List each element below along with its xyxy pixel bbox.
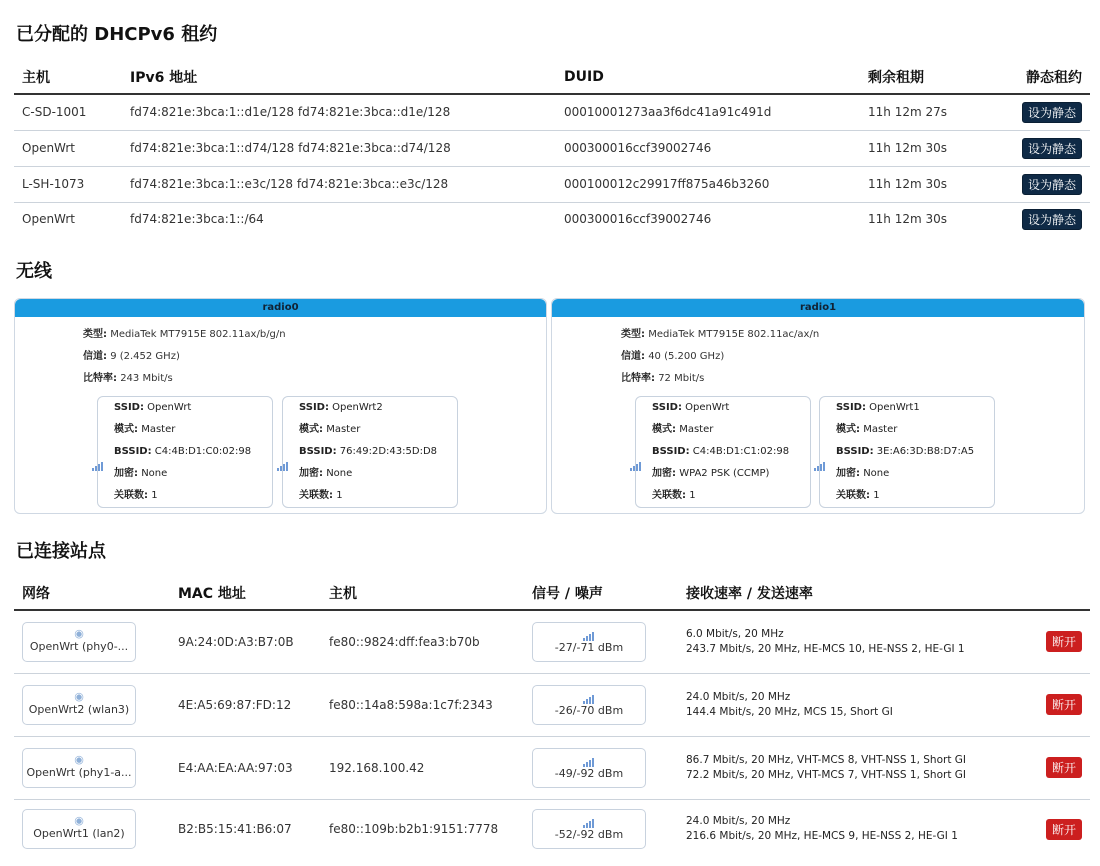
ssid-label: SSID: — [652, 402, 682, 413]
network-badge — [22, 622, 136, 662]
tx-rate: 72.2 Mbit/s, 20 MHz, VHT-MCS 7, VHT-NSS 1, Short GI — [686, 768, 967, 781]
signal-strength-icon — [814, 449, 828, 459]
signal-badge — [532, 622, 646, 662]
signal-badge — [532, 685, 646, 725]
signal-strength-icon — [583, 754, 595, 767]
network-name: OpenWrt (phy0-... — [29, 639, 129, 653]
disconnect-button[interactable]: 断开 — [1046, 757, 1082, 778]
radio-bitrate: 243 Mbit/s — [120, 373, 173, 384]
ssid-label: SSID: — [114, 402, 144, 413]
signal-badge — [532, 809, 646, 849]
set-static-button[interactable]: 设为静态 — [1022, 138, 1082, 159]
signal-strength-icon — [92, 449, 106, 459]
table-row — [14, 673, 1090, 736]
encryption: None — [326, 468, 353, 479]
col-host: 主机 — [329, 585, 357, 602]
mode-label: 模式: — [836, 424, 860, 435]
mode-label: 模式: — [652, 424, 676, 435]
radio-bitrate: 72 Mbit/s — [658, 373, 705, 384]
signal-strength-icon — [277, 449, 291, 459]
table-row — [14, 799, 1090, 859]
disconnect-button[interactable]: 断开 — [1046, 819, 1082, 840]
lease: 11h 12m 30s — [860, 166, 1008, 202]
bssid-label: BSSID: — [836, 446, 874, 457]
assoc-label: 关联数: — [299, 490, 333, 501]
table-row — [14, 736, 1090, 799]
assoc-count: 1 — [336, 490, 343, 501]
tx-rate: 144.4 Mbit/s, 20 MHz, MCS 15, Short GI — [686, 705, 893, 718]
ipv6: fd74:821e:3bca:1::d74/128 fd74:821e:3bca::d74/128 — [122, 130, 556, 166]
host: OpenWrt — [22, 212, 76, 227]
signal-badge — [532, 748, 646, 788]
radio-info — [621, 324, 819, 390]
bssid-label: BSSID: — [652, 446, 690, 457]
wireless-title: 无线 — [16, 261, 52, 282]
network-badge — [22, 685, 136, 725]
encryption: WPA2 PSK (CCMP) — [679, 468, 770, 479]
ssid-card[interactable] — [282, 396, 458, 508]
ssid: OpenWrt1 — [869, 402, 920, 413]
stations-title: 已连接站点 — [16, 541, 106, 562]
bssid: 3E:A6:3D:B8:D7:A5 — [876, 446, 975, 457]
mode-label: 模式: — [114, 424, 138, 435]
table-row — [14, 202, 1090, 236]
network-name: OpenWrt (phy1-a... — [26, 765, 132, 779]
mode: Master — [863, 424, 898, 435]
lease: 11h 12m 30s — [868, 212, 947, 227]
assoc-label: 关联数: — [836, 490, 870, 501]
encryption-label: 加密: — [652, 468, 676, 479]
bssid: C4:4B:D1:C0:02:98 — [154, 446, 252, 457]
duid: 000300016ccf39002746 — [564, 212, 712, 227]
signal-value: -52/-92 dBm — [554, 828, 624, 842]
radio-type: MediaTek MT7915E 802.11ac/ax/n — [648, 329, 820, 340]
ipv6: fd74:821e:3bca:1::d1e/128 fd74:821e:3bca::d1e/128 — [122, 94, 556, 130]
col-signal: 信号 / 噪声 — [532, 585, 603, 602]
ssid: OpenWrt2 — [332, 402, 383, 413]
host: fe80::14a8:598a:1c7f:2343 — [321, 673, 524, 736]
stations-table — [14, 576, 1090, 859]
mac: B2:B5:15:41:B6:07 — [178, 822, 292, 837]
radio-type: MediaTek MT7915E 802.11ax/b/g/n — [110, 329, 286, 340]
set-static-button[interactable]: 设为静态 — [1022, 209, 1082, 230]
signal-strength-icon — [630, 449, 644, 459]
table-row — [14, 166, 1090, 202]
encryption: None — [141, 468, 168, 479]
bssid: 76:49:2D:43:5D:D8 — [339, 446, 438, 457]
radio-info — [83, 324, 286, 390]
assoc-label: 关联数: — [114, 490, 148, 501]
assoc-label: 关联数: — [652, 490, 686, 501]
rx-rate: 6.0 Mbit/s, 20 MHz — [686, 627, 784, 640]
set-static-button[interactable]: 设为静态 — [1022, 102, 1082, 123]
wifi-icon: ◉ — [74, 689, 84, 703]
disconnect-button[interactable]: 断开 — [1046, 694, 1082, 715]
radio-card-0 — [14, 298, 547, 514]
mode: Master — [679, 424, 714, 435]
tx-rate: 216.6 Mbit/s, 20 MHz, HE-MCS 9, HE-NSS 2, HE-GI 1 — [686, 830, 958, 843]
radio-card-1 — [551, 298, 1085, 514]
signal-strength-icon — [583, 628, 595, 641]
col-rates: 接收速率 / 发送速率 — [686, 585, 813, 602]
mode-label: 模式: — [299, 424, 323, 435]
set-static-button[interactable]: 设为静态 — [1022, 174, 1082, 195]
signal-strength-icon — [583, 815, 595, 828]
mac: E4:AA:EA:AA:97:03 — [170, 736, 321, 799]
signal-value: -27/-71 dBm — [554, 640, 624, 654]
signal-value: -26/-70 dBm — [554, 703, 624, 717]
network-name: OpenWrt1 (lan2) — [33, 827, 125, 841]
mode: Master — [326, 424, 361, 435]
ssid-label: SSID: — [299, 402, 329, 413]
wifi-icon: ◉ — [74, 814, 84, 828]
ipv6: fd74:821e:3bca:1::/64 — [130, 212, 264, 227]
disconnect-button[interactable]: 断开 — [1046, 631, 1082, 652]
bssid-label: BSSID: — [114, 446, 152, 457]
host: fe80::9824:dff:fea3:b70b — [321, 610, 524, 673]
col-mac: MAC 地址 — [178, 585, 246, 602]
bitrate-label: 比特率: — [621, 373, 655, 384]
host: OpenWrt — [14, 130, 122, 166]
network-name: OpenWrt2 (wlan3) — [28, 702, 130, 716]
ssid-card[interactable] — [635, 396, 811, 508]
dhcp-title: 已分配的 DHCPv6 租约 — [16, 24, 218, 45]
host: fe80::109b:b2b1:9151:7778 — [329, 822, 499, 837]
bssid: C4:4B:D1:C1:02:98 — [692, 446, 790, 457]
col-static: 静态租约 — [1026, 69, 1082, 86]
host: 192.168.100.42 — [321, 736, 524, 799]
assoc-count: 1 — [151, 490, 158, 501]
radio-name: radio1 — [552, 299, 1084, 317]
assoc-count: 1 — [873, 490, 880, 501]
mac: 9A:24:0D:A3:B7:0B — [170, 610, 321, 673]
table-row — [14, 94, 1090, 130]
lease: 11h 12m 27s — [860, 94, 1008, 130]
radio-name: radio0 — [15, 299, 546, 317]
ssid: OpenWrt — [685, 402, 730, 413]
mac: 4E:A5:69:87:FD:12 — [170, 673, 321, 736]
rx-rate: 24.0 Mbit/s, 20 MHz — [686, 815, 791, 828]
ssid-card[interactable] — [819, 396, 995, 508]
type-label: 类型: — [83, 329, 107, 340]
encryption-label: 加密: — [299, 468, 323, 479]
duid: 000300016ccf39002746 — [556, 130, 860, 166]
signal-value: -49/-92 dBm — [554, 766, 624, 780]
col-duid: DUID — [564, 68, 604, 85]
encryption-label: 加密: — [836, 468, 860, 479]
rx-rate: 86.7 Mbit/s, 20 MHz, VHT-MCS 8, VHT-NSS 1, Short GI — [686, 753, 967, 766]
bssid-label: BSSID: — [299, 446, 337, 457]
ipv6: fd74:821e:3bca:1::e3c/128 fd74:821e:3bca::e3c/128 — [122, 166, 556, 202]
col-network: 网络 — [22, 585, 50, 602]
ssid-label: SSID: — [836, 402, 866, 413]
radio-channel: 40 (5.200 GHz) — [648, 351, 725, 362]
col-lease: 剩余租期 — [868, 69, 924, 86]
encryption: None — [863, 468, 890, 479]
mode: Master — [141, 424, 176, 435]
duid: 000100012c29917ff875a46b3260 — [556, 166, 860, 202]
assoc-count: 1 — [689, 490, 696, 501]
table-row — [14, 130, 1090, 166]
wifi-icon: ◉ — [74, 626, 84, 640]
dhcp-table — [14, 60, 1090, 236]
table-row — [14, 610, 1090, 673]
col-ipv6: IPv6 地址 — [130, 69, 198, 86]
duid: 00010001273aa3f6dc41a91c491d — [556, 94, 860, 130]
host: L-SH-1073 — [14, 166, 122, 202]
wifi-icon: ◉ — [74, 752, 84, 766]
network-badge — [22, 748, 136, 788]
network-badge — [22, 809, 136, 849]
col-host: 主机 — [22, 69, 50, 86]
rx-rate: 24.0 Mbit/s, 20 MHz — [686, 690, 791, 703]
ssid-card[interactable] — [97, 396, 273, 508]
radio-channel: 9 (2.452 GHz) — [110, 351, 180, 362]
bitrate-label: 比特率: — [83, 373, 117, 384]
ssid: OpenWrt — [147, 402, 192, 413]
signal-strength-icon — [583, 691, 595, 704]
channel-label: 信道: — [621, 351, 645, 362]
tx-rate: 243.7 Mbit/s, 20 MHz, HE-MCS 10, HE-NSS 2, HE-GI 1 — [686, 642, 965, 655]
type-label: 类型: — [621, 329, 645, 340]
channel-label: 信道: — [83, 351, 107, 362]
lease: 11h 12m 30s — [860, 130, 1008, 166]
encryption-label: 加密: — [114, 468, 138, 479]
host: C-SD-1001 — [14, 94, 122, 130]
